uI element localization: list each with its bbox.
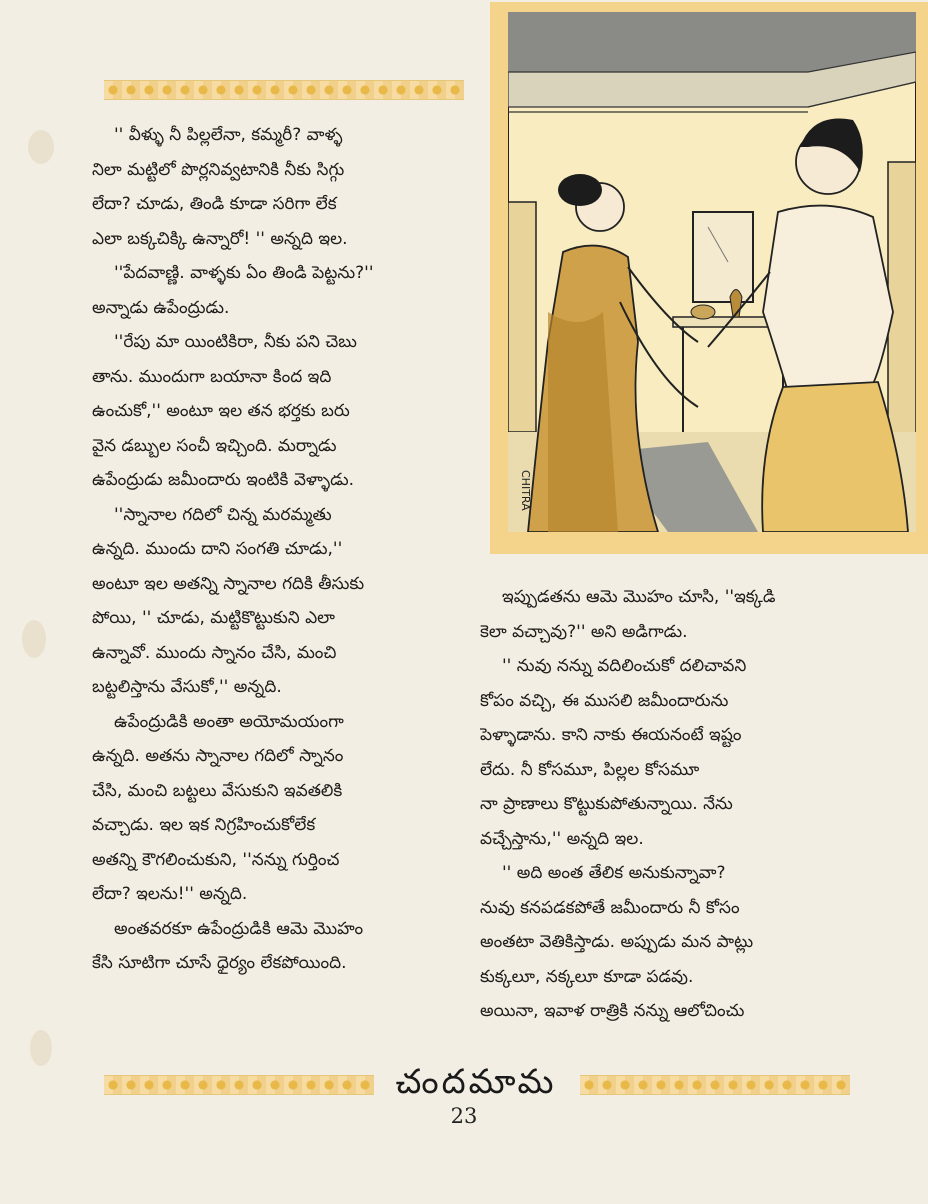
text-line: '' అది అంత తేలిక అనుకున్నావా? [502, 863, 726, 883]
text-line: లేదు. నీ కోసమూ, పిల్లల కోసమూ [480, 759, 700, 780]
text-line: చేసి, మంచి బట్టలు వేసుకుని ఇవతలికి [92, 780, 343, 801]
text-line: ఉపేంద్రుడికి అంతా అయోమయంగా [114, 711, 344, 732]
text-line: '' నువు నన్ను వదిలించుకో దలిచావని [502, 656, 747, 676]
text-line: వైన డబ్బుల సంచీ ఇచ్చింది. మర్నాడు [92, 435, 337, 456]
paper-stain [22, 620, 46, 658]
text-line: నా ప్రాణాలు కొట్టుకుపోతున్నాయి. నేను [480, 794, 733, 814]
magazine-masthead: చందమామ [395, 1062, 557, 1102]
text-line: కుక్కలూ, నక్కలూ కూడా పడవు. [480, 966, 694, 987]
story-illustration [490, 2, 928, 554]
text-line: పెళ్ళాడాను. కాని నాకు ఈయనంటే ఇష్టం [480, 725, 742, 745]
artist-signature: CHITRA [519, 470, 532, 511]
text-line: లేదా? చూడు, తిండి కూడా సరిగా లేక [92, 194, 337, 214]
text-line: అయినా, ఇవాళ రాత్రికి నన్ను ఆలోచించు [480, 1001, 745, 1021]
text-line: నిలా మట్టిలో పొర్లనివ్వటానికి నీకు సిగ్గు [92, 159, 345, 180]
paper-stain [30, 1030, 52, 1066]
text-line: ఉపేంద్రుడు జమీందారు ఇంటికి వెళ్ళాడు. [92, 470, 354, 490]
text-line: అన్నాడు ఉపేంద్రుడు. [92, 297, 230, 318]
text-line: అంతటా వెతికిస్తాడు. అప్పుడు మన పాట్లు [480, 932, 754, 952]
text-line: ఉన్నది. ముందు దాని సంగతి చూడు,'' [92, 539, 343, 559]
text-line: ''స్నానాల గదిలో చిన్న మరమ్మతు [114, 504, 332, 525]
text-line: అంతవరకూ ఉపేంద్రుడికి ఆమె మొహం [114, 918, 364, 939]
story-text-left-column [92, 118, 470, 981]
text-line: లేదా? ఇలను!'' అన్నది. [92, 884, 248, 904]
text-line: కోపం వచ్చి, ఈ ముసలి జమీందారును [480, 690, 729, 711]
decorative-border-bottom-right [580, 1075, 850, 1095]
text-line: ''పేదవాణ్ణి. వాళ్ళకు ఏం తిండి పెట్టను?'' [114, 263, 374, 283]
text-line: ''రేపు మా యింటికిరా, నీకు పని చెబు [114, 332, 357, 352]
text-line: ఇప్పుడతను ఆమె మొహం చూసి, ''ఇక్కడి [502, 587, 776, 607]
text-line: వచ్చేస్తాను,'' అన్నది ఇల. [480, 828, 644, 849]
decorative-border-bottom-left [104, 1075, 374, 1095]
text-line: అతన్ని కౌగలించుకుని, ''నన్ను గుర్తించ [92, 849, 340, 870]
decorative-border-top [104, 80, 464, 100]
text-line: '' వీళ్ళు నీ పిల్లలేనా, కమ్మరీ? వాళ్ళ [114, 125, 343, 145]
illustration-drawing [508, 12, 916, 532]
text-line: ఉన్నది. అతను స్నానాల గదిలో స్నానం [92, 746, 344, 766]
text-line: ఎలా బక్కచిక్కి ఉన్నారో! '' అన్నది ఇల. [92, 228, 348, 249]
text-line: ఉంచుకో,'' అంటూ ఇల తన భర్తకు బరు [92, 401, 350, 421]
text-line: కెలా వచ్చావు?'' అని అడిగాడు. [480, 621, 688, 642]
text-line: తాను. ముందుగా బయానా కింద ఇది [92, 366, 332, 387]
text-line: బట్టలిస్తాను వేసుకో,'' అన్నది. [92, 677, 282, 697]
text-line: వచ్చాడు. ఇల ఇక నిగ్రహించుకోలేక [92, 815, 316, 835]
story-text-right-column [480, 580, 858, 1029]
paper-stain [28, 130, 54, 164]
page-number: 23 [450, 1104, 478, 1128]
text-line: పోయి, '' చూడు, మట్టికొట్టుకుని ఎలా [92, 608, 335, 628]
text-line: అంటూ ఇల అతన్ని స్నానాల గదికి తీసుకు [92, 573, 365, 594]
text-line: ఉన్నావో. ముందు స్నానం చేసి, మంచి [92, 642, 337, 663]
text-line: కేసి సూటిగా చూసే ధైర్యం లేకపోయింది. [92, 953, 347, 973]
text-line: నువు కనపడకపోతే జమీందారు నీ కోసం [480, 897, 740, 918]
